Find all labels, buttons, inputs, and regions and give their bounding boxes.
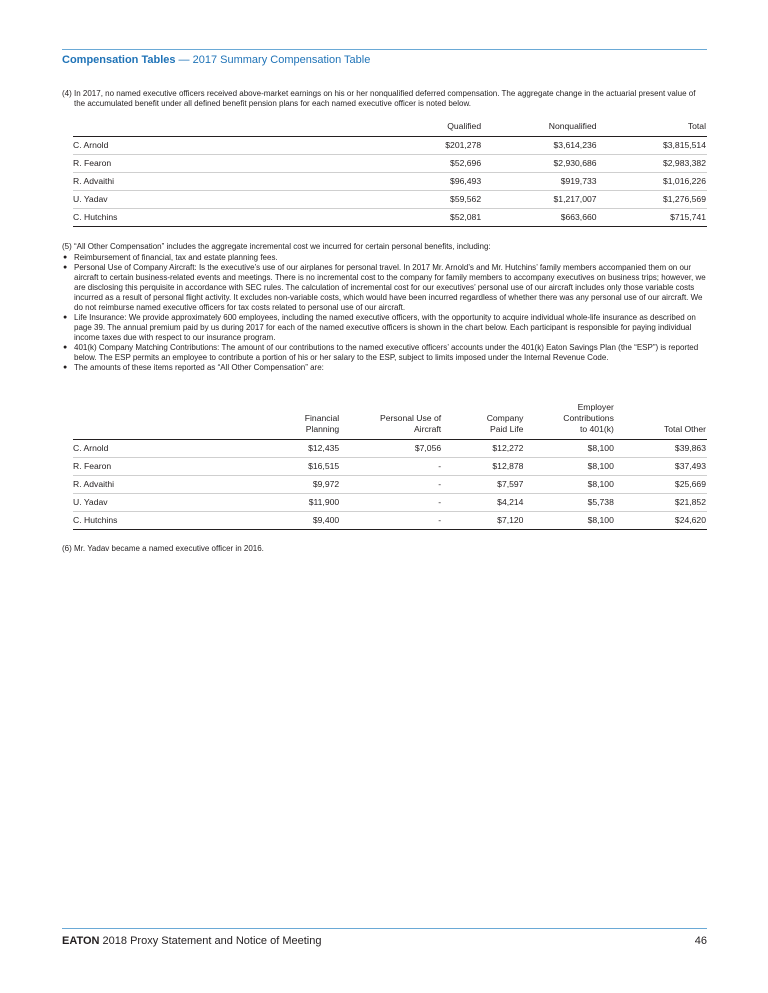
header-line: Company — [486, 413, 524, 423]
page-header — [62, 54, 370, 66]
executive-name: C. Arnold — [73, 137, 352, 155]
list-item: ● Life Insurance: We provide approximately 600 employees, including the named executive officers, with the opportunity to acquire individual whole-life insurance as described on page 39. The annual premium paid by us during 2017 for each of the named executive officers is shown in the chart below. Each participant is responsible for paying individual income taxes due with respect to our insurance program. — [62, 313, 707, 343]
column-header-aircraft — [340, 402, 442, 440]
table-cell: $2,930,686 — [482, 155, 597, 173]
executive-name: R. Fearon — [73, 458, 222, 476]
table-cell: $201,278 — [352, 137, 482, 155]
column-header — [73, 402, 222, 440]
table-row — [73, 512, 707, 530]
list-item: ● Reimbursement of financial, tax and estate planning fees. — [62, 253, 707, 263]
header-subtitle: 2017 Summary Compensation Table — [192, 54, 371, 66]
table-cell: $8,100 — [524, 476, 614, 494]
table-row — [73, 476, 707, 494]
table-cell: $9,400 — [222, 512, 340, 530]
table-row — [73, 137, 707, 155]
column-header-employer-contributions — [524, 402, 614, 440]
executive-name: C. Hutchins — [73, 209, 352, 227]
table-cell: $16,515 — [222, 458, 340, 476]
column-header-company-paid-life — [442, 402, 524, 440]
table-cell: $52,081 — [352, 209, 482, 227]
table-cell: $8,100 — [524, 458, 614, 476]
table-cell: $8,100 — [524, 512, 614, 530]
footnote-4-text: In 2017, no named executive officers received above-market earnings on his or her nonqualified deferred compensation. The aggregate change in the actuarial present value of the accumulated benefit under all defined benefit pension plans for each named executive officer is noted below. — [74, 89, 696, 108]
footnote-5-intro: “All Other Compensation” includes the aggregate incremental cost we incurred for certain personal benefits, including: — [74, 242, 491, 251]
table-cell: - — [340, 476, 442, 494]
footnote-5-number: (5) — [62, 242, 72, 251]
table-cell: $2,983,382 — [598, 155, 707, 173]
executive-name: U. Yadav — [73, 191, 352, 209]
other-compensation-table — [73, 402, 707, 530]
footer-brand: EATON — [62, 935, 100, 947]
page-footer — [62, 935, 321, 947]
footnote-5-bullet-list — [62, 253, 707, 373]
column-header-nonqualified: Nonqualified — [548, 121, 597, 131]
pension-benefits-table — [73, 121, 707, 227]
header-line: Planning — [305, 424, 340, 434]
table-cell: $37,493 — [615, 458, 707, 476]
header-section: Compensation Tables — [62, 54, 176, 66]
table-header-row — [73, 402, 707, 440]
table-cell: $3,815,514 — [598, 137, 707, 155]
table-cell: $5,738 — [524, 494, 614, 512]
footer-title: 2018 Proxy Statement and Notice of Meeting — [99, 935, 322, 947]
footnote-4 — [62, 89, 707, 111]
executive-name: C. Arnold — [73, 440, 222, 458]
table-cell: $11,900 — [222, 494, 340, 512]
table-cell: $59,562 — [352, 191, 482, 209]
table-cell: $1,016,226 — [598, 173, 707, 191]
table-cell: $7,597 — [442, 476, 524, 494]
header-separator: — — [175, 54, 193, 66]
table-cell: $4,214 — [442, 494, 524, 512]
table-row — [73, 494, 707, 512]
column-header-financial-planning — [222, 402, 340, 440]
header-line: Total Other — [663, 424, 706, 434]
list-item: ● 401(k) Company Matching Contributions: The amount of our contributions to the named executive officers’ accounts under the 401(k) Eaton Savings Plan (the “ESP”) is reported below. The ESP permits an employee to contribute a portion of his or her salary to the ESP, subject to limits imposed under the Internal Revenue Code. — [62, 343, 707, 363]
table-cell: $1,276,569 — [598, 191, 707, 209]
header-line: Aircraft — [413, 424, 442, 434]
table-row — [73, 209, 707, 227]
footer-rule — [62, 928, 707, 929]
table-cell: $8,100 — [524, 440, 614, 458]
executive-name: R. Fearon — [73, 155, 352, 173]
table-cell: - — [340, 458, 442, 476]
table-cell: $12,878 — [442, 458, 524, 476]
executive-name: R. Advaithi — [73, 173, 352, 191]
table-cell: $39,863 — [615, 440, 707, 458]
header-line: Employer — [577, 402, 614, 412]
table-row — [73, 155, 707, 173]
table-cell: $21,852 — [615, 494, 707, 512]
page-number: 46 — [694, 935, 707, 947]
table-cell: $96,493 — [352, 173, 482, 191]
header-line: Paid Life — [490, 424, 524, 434]
table-row — [73, 173, 707, 191]
column-header-qualified: Qualified — [447, 121, 482, 131]
column-header-total-other — [615, 402, 707, 440]
table-row — [73, 458, 707, 476]
footnote-5 — [62, 242, 707, 252]
list-item: ● Personal Use of Company Aircraft: Is the executive’s use of our airplanes for personal travel. In 2017 Mr. Arnold’s and Mr. Hutchins’ family members accompanied them on our aircraft to certain business-related events and meetings. There is no incremental cost to the company for family members to accompany executives on business trips; however, we are disclosing this perquisite in accordance with SEC rules. The calculation of incremental cost for our executives’ personal use of our aircraft includes only those variable costs incurred as a result of personal flight activity. It excludes non-variable costs, which would have been incurred regardless of whether there was any personal use of our aircraft. We do not reimburse named executive officers for tax costs related to personal use of our aircraft. — [62, 263, 707, 313]
footnote-6-number: (6) — [62, 544, 72, 553]
table-cell: $12,272 — [442, 440, 524, 458]
footnote-6-text: Mr. Yadav became a named executive officer in 2016. — [74, 544, 264, 553]
executive-name: R. Advaithi — [73, 476, 222, 494]
document-page — [62, 0, 707, 993]
table-cell: $12,435 — [222, 440, 340, 458]
table-cell: $24,620 — [615, 512, 707, 530]
column-header-total: Total — [687, 121, 706, 131]
table-cell: $25,669 — [615, 476, 707, 494]
table-cell: $7,056 — [340, 440, 442, 458]
footnote-4-number: (4) — [62, 89, 72, 98]
table-cell: - — [340, 512, 442, 530]
footnote-6 — [62, 544, 707, 554]
table-cell: $9,972 — [222, 476, 340, 494]
table-cell: $663,660 — [482, 209, 597, 227]
list-item: ● The amounts of these items reported as “All Other Compensation” are: — [62, 363, 707, 373]
table-header-row — [73, 121, 707, 137]
column-header — [73, 121, 352, 137]
table-cell: $715,741 — [598, 209, 707, 227]
table-cell: - — [340, 494, 442, 512]
header-line: to 401(k) — [579, 424, 614, 434]
table-row — [73, 191, 707, 209]
header-line: Contributions — [563, 413, 614, 423]
table-row — [73, 440, 707, 458]
table-cell: $3,614,236 — [482, 137, 597, 155]
table-cell: $7,120 — [442, 512, 524, 530]
executive-name: U. Yadav — [73, 494, 222, 512]
header-line: Financial — [304, 413, 340, 423]
header-rule — [62, 49, 707, 50]
table-cell: $1,217,007 — [482, 191, 597, 209]
executive-name: C. Hutchins — [73, 512, 222, 530]
header-line: Personal Use of — [380, 413, 442, 423]
table-cell: $919,733 — [482, 173, 597, 191]
table-cell: $52,696 — [352, 155, 482, 173]
